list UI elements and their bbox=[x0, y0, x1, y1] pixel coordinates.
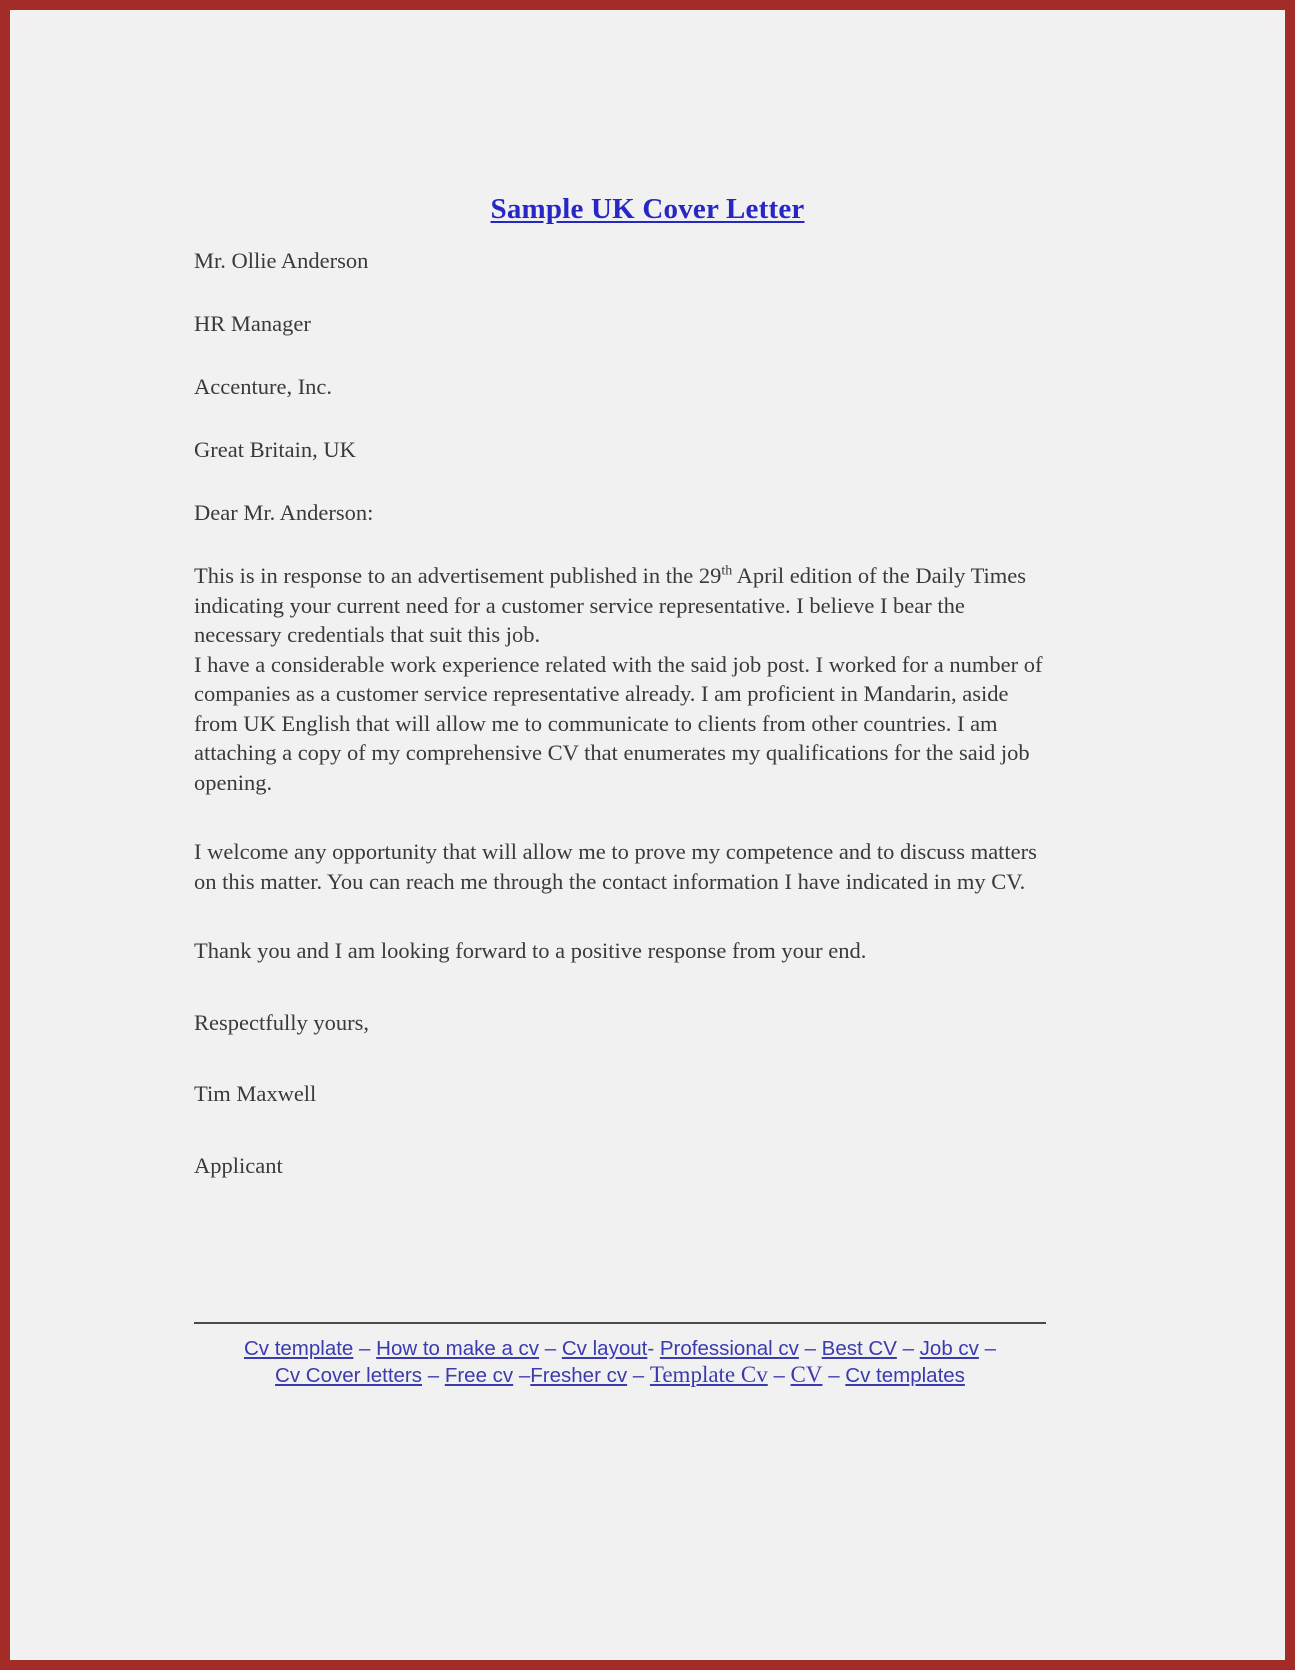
footer-link[interactable]: Cv templates bbox=[845, 1364, 965, 1387]
page-title-text: Sample UK Cover Letter bbox=[490, 193, 805, 225]
page-title bbox=[10, 193, 1285, 226]
paragraph-1 bbox=[194, 561, 1046, 650]
footer-link[interactable]: How to make a cv bbox=[376, 1337, 540, 1360]
spacer bbox=[194, 1109, 1046, 1151]
letter-sheet bbox=[10, 10, 1285, 1660]
footer-link-separator: – bbox=[513, 1364, 531, 1387]
footer-link-separator: – bbox=[627, 1364, 650, 1387]
paragraph-4: Thank you and I am looking forward to a positive response from your end. bbox=[194, 938, 867, 963]
spacer bbox=[194, 896, 1046, 936]
footer-link-bar bbox=[194, 1336, 1046, 1389]
footer-link[interactable]: Professional cv bbox=[659, 1337, 799, 1360]
salutation: Dear Mr. Anderson: bbox=[194, 500, 374, 525]
footer-link-separator: – bbox=[353, 1337, 377, 1360]
paragraph-1-part-b: April edition of the Daily Times indicating your current need for a customer service representative. I believe I bear the necessary credentials that suit this job. bbox=[194, 563, 1027, 647]
footer-link[interactable]: Cv Cover letters bbox=[275, 1364, 423, 1387]
spacer bbox=[194, 966, 1046, 1008]
spacer bbox=[194, 1037, 1046, 1079]
footer-link-separator: – bbox=[798, 1337, 822, 1360]
paragraph-3: I welcome any opportunity that will allow me to prove my competence and to discuss matters on this matter. You can reach me through the contact information I have indicated in my CV. bbox=[194, 839, 1037, 894]
footer-link[interactable]: Best CV bbox=[821, 1337, 897, 1360]
footer-link-separator: – bbox=[822, 1364, 846, 1387]
footer-link[interactable]: Free cv bbox=[444, 1364, 514, 1387]
footer-link-separator: – bbox=[422, 1364, 445, 1387]
footer-link[interactable]: CV bbox=[790, 1362, 823, 1387]
footer-link[interactable]: Fresher cv bbox=[530, 1364, 628, 1387]
footer-link-separator: - bbox=[647, 1337, 660, 1360]
sender-role: Applicant bbox=[194, 1152, 283, 1178]
footer-link-separator: – bbox=[978, 1337, 997, 1360]
footer-link-row-1 bbox=[194, 1336, 1046, 1362]
footer-link-separator: – bbox=[896, 1337, 920, 1360]
paragraph-2: I have a considerable work experience related with the said job post. I worked for a number of companies as a customer service representative already. I am proficient in Mandarin, aside from UK English that will allow me to communicate to clients from other countries. I am attaching a copy of my comprehensive CV that enumerates my qualifications for the said job opening. bbox=[194, 651, 1043, 795]
footer-link-row-2 bbox=[194, 1362, 1046, 1389]
footer-link[interactable]: Cv template bbox=[243, 1337, 354, 1360]
paragraph-1-part-a: This is in response to an advertisement published in the 29 bbox=[194, 563, 722, 588]
recipient-title: HR Manager bbox=[194, 311, 311, 336]
footer-link[interactable]: Job cv bbox=[919, 1337, 979, 1360]
footer-link-separator: – bbox=[767, 1364, 791, 1387]
letter-body bbox=[194, 246, 1046, 1180]
footer-link-separator: – bbox=[539, 1337, 562, 1360]
closing-salutation: Respectfully yours, bbox=[194, 1009, 369, 1035]
footer-link[interactable]: Template Cv bbox=[649, 1362, 768, 1387]
company-location: Great Britain, UK bbox=[194, 437, 356, 462]
ordinal-suffix: th bbox=[721, 563, 733, 579]
footer-link[interactable]: Cv layout bbox=[561, 1337, 648, 1360]
company-name: Accenture, Inc. bbox=[194, 374, 333, 399]
footer-divider bbox=[194, 1322, 1046, 1324]
sender-name: Tim Maxwell bbox=[194, 1081, 317, 1106]
recipient-name: Mr. Ollie Anderson bbox=[194, 248, 369, 273]
spacer bbox=[194, 797, 1046, 837]
